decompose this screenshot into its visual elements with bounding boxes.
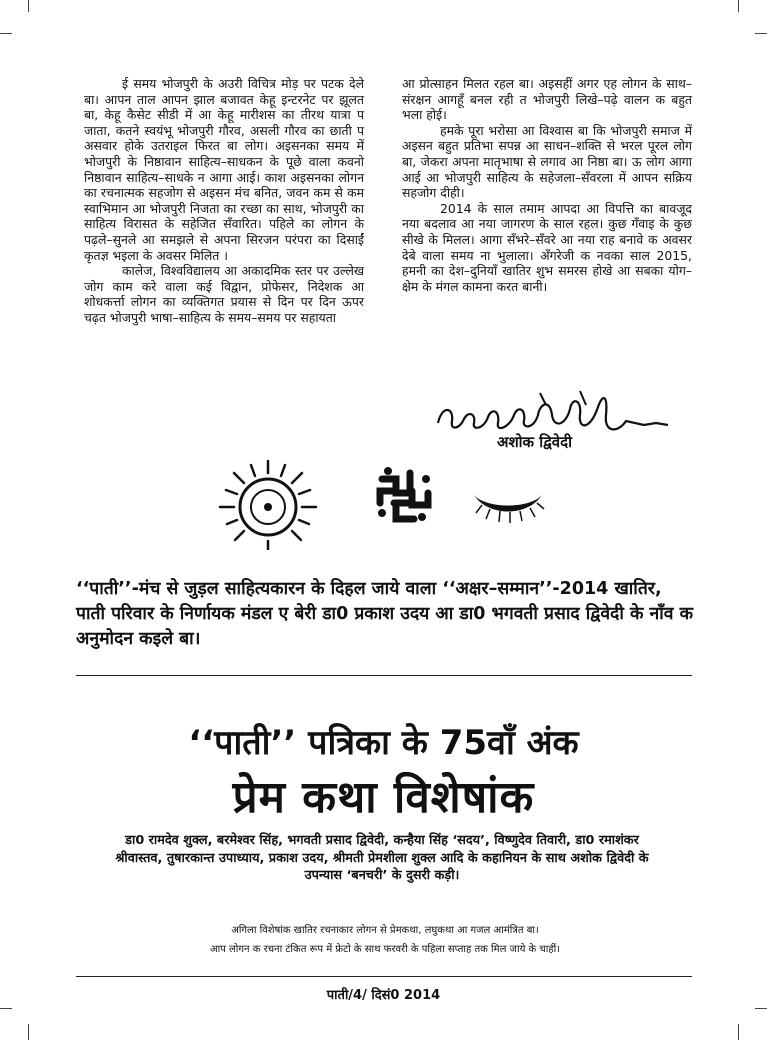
divider bbox=[76, 675, 692, 676]
submission-invite bbox=[100, 921, 670, 959]
crop-mark bbox=[738, 0, 739, 12]
swastika-icon bbox=[378, 467, 430, 521]
closed-eye-icon bbox=[474, 495, 544, 523]
authors-list: डा0 रामदेव शुक्ल, बरमेश्वर सिंह, भगवती प्रसाद द्विवेदी, कन्हैया सिंह ‘सदय’, विष्णुदेव तिवारी, डा0 रमाशंकर श्रीवास्तव, तुषारकान्त उपाध्याय, प्रकाश उदय, श्रीमती प्रेमशीला शुक्ल आदि के कहानियन के साथ अशोक द्विवेदी के उपन्यास ‘बनचरी’ के दुसरी कड़ी। bbox=[115, 833, 649, 883]
paragraph: आ प्रोत्साहन मिलत रहल बा। अइसहीं अगर एह लोगन के साथ–संरक्षन आगहूँ बनल रही त भोजपुरी लिखे–पढ़े वालन क बहुत भला होई। bbox=[402, 76, 692, 123]
left-text-column bbox=[84, 76, 364, 326]
crop-mark bbox=[28, 0, 29, 12]
invite-line: आप लोगन क रचना टंकित रूप में फ्रेटो के साथ फरवरी के पहिला सप्ताह तक मिल जाये के चाहीं। bbox=[209, 944, 561, 955]
right-text-column bbox=[402, 76, 692, 294]
crop-mark bbox=[28, 1024, 29, 1040]
paragraph: ई समय भोजपुरी के अउरी विचित्र मोड़ पर पटक देले बा। आपन ताल आपन झाल बजावत केहू इन्टरनेट पर झूलत बा, केहू कैसेट सीडी में आ केहू मारीशस का तीरथ यात्रा प जाता, कतने स्वयंभू भोजपुरी गौरव, असली गौरव का छाती प असवार होके उतराइल फिरत बा लोग। अइसनका समय में भोजपुरी के निष्ठावान साहित्य–साधकन के पूछे वाला कवनो निष्ठावान साहित्य–साधके न आगा आई। काश अइसनका लोगन का रचनात्मक सहजोग से अइसन मंच बनित, जवन कम से कम स्वाभिमान आ भोजपुरी निजता का रच्छा का साथ, भोजपुरी का साहित्य विरासत के सहेजित सँवारित। पहिले का लोगन के पढ़ले–सुनले आ समझले से अपना सिरजन परंपरा का दिसाईं कृतज्ञ भइला के अवसर मिलित । bbox=[84, 76, 364, 263]
crop-mark bbox=[755, 33, 767, 34]
signature-name: अशोक द्विवेदी bbox=[497, 433, 572, 451]
invite-line: अगिला विशेषांक खातिर रचनाकार लोगन से प्रेमकथा, लघुकथा आ गजल आमंत्रित बा। bbox=[231, 925, 539, 936]
page-footer: पाती/4/ दिसं0 2014 bbox=[326, 988, 441, 1003]
paragraph: 2014 के साल तमाम आपदा आ विपत्ति का बावजूद नया बदलाव आ नया जागरण के साल रहल। कुछ गँवाइ के कुछ सीखे के मिलल। आगा सँभरे–सँवरे आ नया राह बनावे क अवसर देबे वाला समय ना भुलाला। अँगरेजी क नवका साल 2015, हमनी का देश–दुनियाँ खातिर शुभ समरस होखे आ सबका योग–क्षेम के मंगल कामना करत बानी। bbox=[402, 200, 692, 294]
divider bbox=[76, 976, 692, 977]
paragraph: हमके पूरा भरोसा आ विश्वास बा कि भोजपुरी समाज में अइसन बहुत प्रतिभा सपन्न आ साधन–शक्ति से भरल पूरल लोग बा, जेकरा अपना मातृभाषा से लगाव आ निष्ठा बा। ऊ लोग आगा आई आ भोजपुरी साहित्य के सहेजला–सँवरला में आपन सक्रिय सहजोग दीही। bbox=[402, 122, 692, 201]
special-issue-title: प्रेम कथा विशेषांक bbox=[232, 772, 535, 823]
paragraph: कालेज, विश्वविद्यालय आ अकादमिक स्तर पर उल्लेख जोग काम करे वाला कई विद्वान, प्रोफेसर, निदेशक आ शोधकर्त्ता लोगन का व्यक्तिगत प्रयास से दिन पर दिन ऊपर चढ़त भोजपुरी भाषा–साहित्य के समय–समय पर सहायता bbox=[84, 263, 364, 325]
ornaments bbox=[196, 455, 576, 550]
crop-mark bbox=[0, 1008, 12, 1009]
award-announcement: ‘‘पाती’’-मंच से जुड़ल साहित्यकारन के दिहल जाये वाला ‘‘अक्षर–सम्मान’’-2014 खातिर, पाती परिवार के निर्णायक मंडल ए बेरी डा0 प्रकाश उदय आ डा0 भगवती प्रसाद द्विवेदी के नाँव क अनुमोदन कइले बा। bbox=[76, 579, 694, 649]
sun-icon bbox=[220, 461, 316, 550]
crop-mark bbox=[755, 1008, 767, 1009]
crop-mark bbox=[0, 33, 12, 34]
issue-headline: ‘‘पाती’’ पत्रिका के 75वाँ अंक bbox=[188, 723, 579, 763]
crop-mark bbox=[738, 1024, 739, 1040]
